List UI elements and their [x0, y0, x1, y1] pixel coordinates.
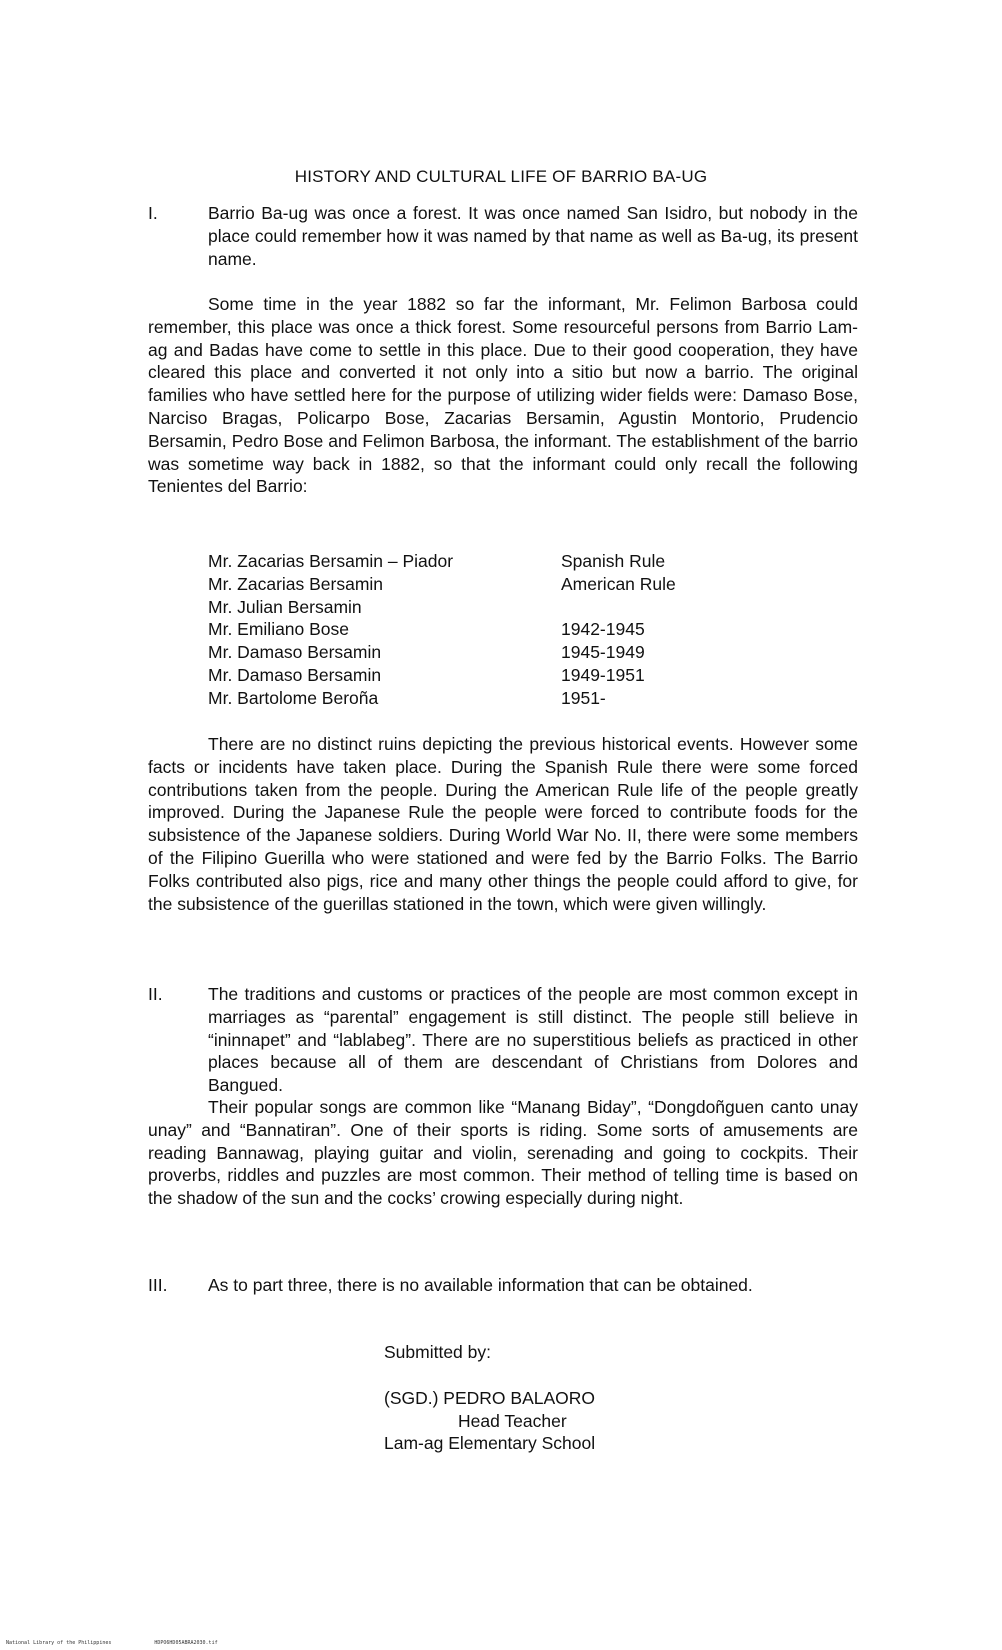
section-2 — [148, 983, 858, 1097]
teniente-row — [208, 618, 676, 641]
footer-file-code: HDPO6HD05ABRA2030.tif — [154, 1640, 218, 1646]
teniente-term: 1942-1945 — [561, 619, 645, 640]
teniente-row — [208, 664, 676, 687]
teniente-row — [208, 641, 676, 664]
teniente-term: Spanish Rule — [561, 551, 666, 571]
teniente-name: Mr. Emiliano Bose — [208, 619, 350, 640]
teniente-row — [208, 596, 676, 619]
teniente-name: Mr. Zacarias Bersamin – Piador — [208, 551, 454, 571]
teniente-term: American Rule — [561, 573, 676, 594]
section-2-text: The traditions and customs or practices of the people are most common except in marriages as “parental” engagement is still distinct. The people still believe in “ininnapet” and “lablabeg”. There are no superstitious beliefs as practiced in other places because all of them are descendant of Christians from Dolores and Bangued. — [208, 984, 858, 1096]
section-3-text: As to part three, there is no available information that can be obtained. — [208, 1275, 753, 1295]
teniente-term: 1945-1949 — [561, 642, 645, 663]
signatory-name: (SGD.) PEDRO BALAORO — [384, 1387, 596, 1408]
section-1-numeral: I. — [148, 203, 158, 223]
teniente-row — [208, 573, 676, 596]
section-3 — [148, 1274, 858, 1297]
teniente-term: 1951- — [561, 687, 606, 708]
teniente-name: Mr. Damaso Bersamin — [208, 664, 382, 685]
submitted-by-label: Submitted by: — [384, 1342, 491, 1362]
teniente-term: 1949-1951 — [561, 664, 645, 685]
teniente-row — [208, 687, 676, 710]
teniente-name: Mr. Zacarias Bersamin — [208, 573, 384, 594]
signature-block — [384, 1341, 595, 1455]
footer-library: National Library of the Philippines — [6, 1640, 112, 1646]
teniente-name: Mr. Bartolome Beroña — [208, 687, 379, 708]
paragraph-songs-amusements: Their popular songs are common like “Manang Biday”, “Dongdoñguen canto unay unay” and “Bannatiran”. One of their sports is riding. Some sorts of amusements are reading Bannawag, playing guitar and violin, serenading and going to cockpits. Their proverbs, riddles and puzzles are most common. Their method of telling time is based on the shadow of the sun and the cocks’ crowing especially during night. — [148, 1097, 858, 1209]
scan-footer — [6, 1640, 218, 1646]
section-1 — [148, 202, 858, 270]
document-title: HISTORY AND CULTURAL LIFE OF BARRIO BA-UG — [294, 167, 708, 186]
section-1-text: Barrio Ba-ug was once a forest. It was once named San Isidro, but nobody in the place could remember how it was named by that name as well as Ba-ug, its present name. — [208, 203, 858, 269]
signatory-position: Head Teacher — [458, 1410, 567, 1431]
paragraph-settlement-history: Some time in the year 1882 so far the informant, Mr. Felimon Barbosa could remember, this place was once a thick forest. Some resourceful persons from Barrio Lam-ag and Badas have come to settle in this place. Due to their good cooperation, they have cleared this place and converted it not only into a sitio but now a barrio. The original families who have settled here for the purpose of utilizing wider fields were: Damaso Bose, Narciso Bragas, Policarpo Bose, Zacarias Bersamin, Agustin Montorio, Prudencio Bersamin, Pedro Bose and Felimon Barbosa, the informant. The establishment of the barrio was sometime way back in 1882, so that the informant could only recall the following Tenientes del Barrio: — [148, 294, 858, 497]
section-3-numeral: III. — [148, 1275, 168, 1295]
teniente-name: Mr. Julian Bersamin — [208, 596, 362, 617]
teniente-name: Mr. Damaso Bersamin — [208, 642, 382, 663]
teniente-row — [208, 550, 676, 573]
paragraph-historical-events: There are no distinct ruins depicting the previous historical events. However some facts or incidents have taken place. During the Spanish Rule there were some forced contributions taken from the people. During the American Rule life of the people greatly improved. During the Japanese Rule the people were forced to contribute foods for the subsistence of the Japanese soldiers. During World War No. II, there were some members of the Filipino Guerilla who were stationed and were fed by the Barrio Folks. The Barrio Folks contributed also pigs, rice and many other things the people could afford to give, for the subsistence of the guerillas stationed in the town, which were given willingly. — [148, 734, 858, 914]
tenientes-list — [208, 550, 676, 710]
section-2-numeral: II. — [148, 984, 163, 1004]
signatory-school: Lam-ag Elementary School — [384, 1433, 596, 1454]
